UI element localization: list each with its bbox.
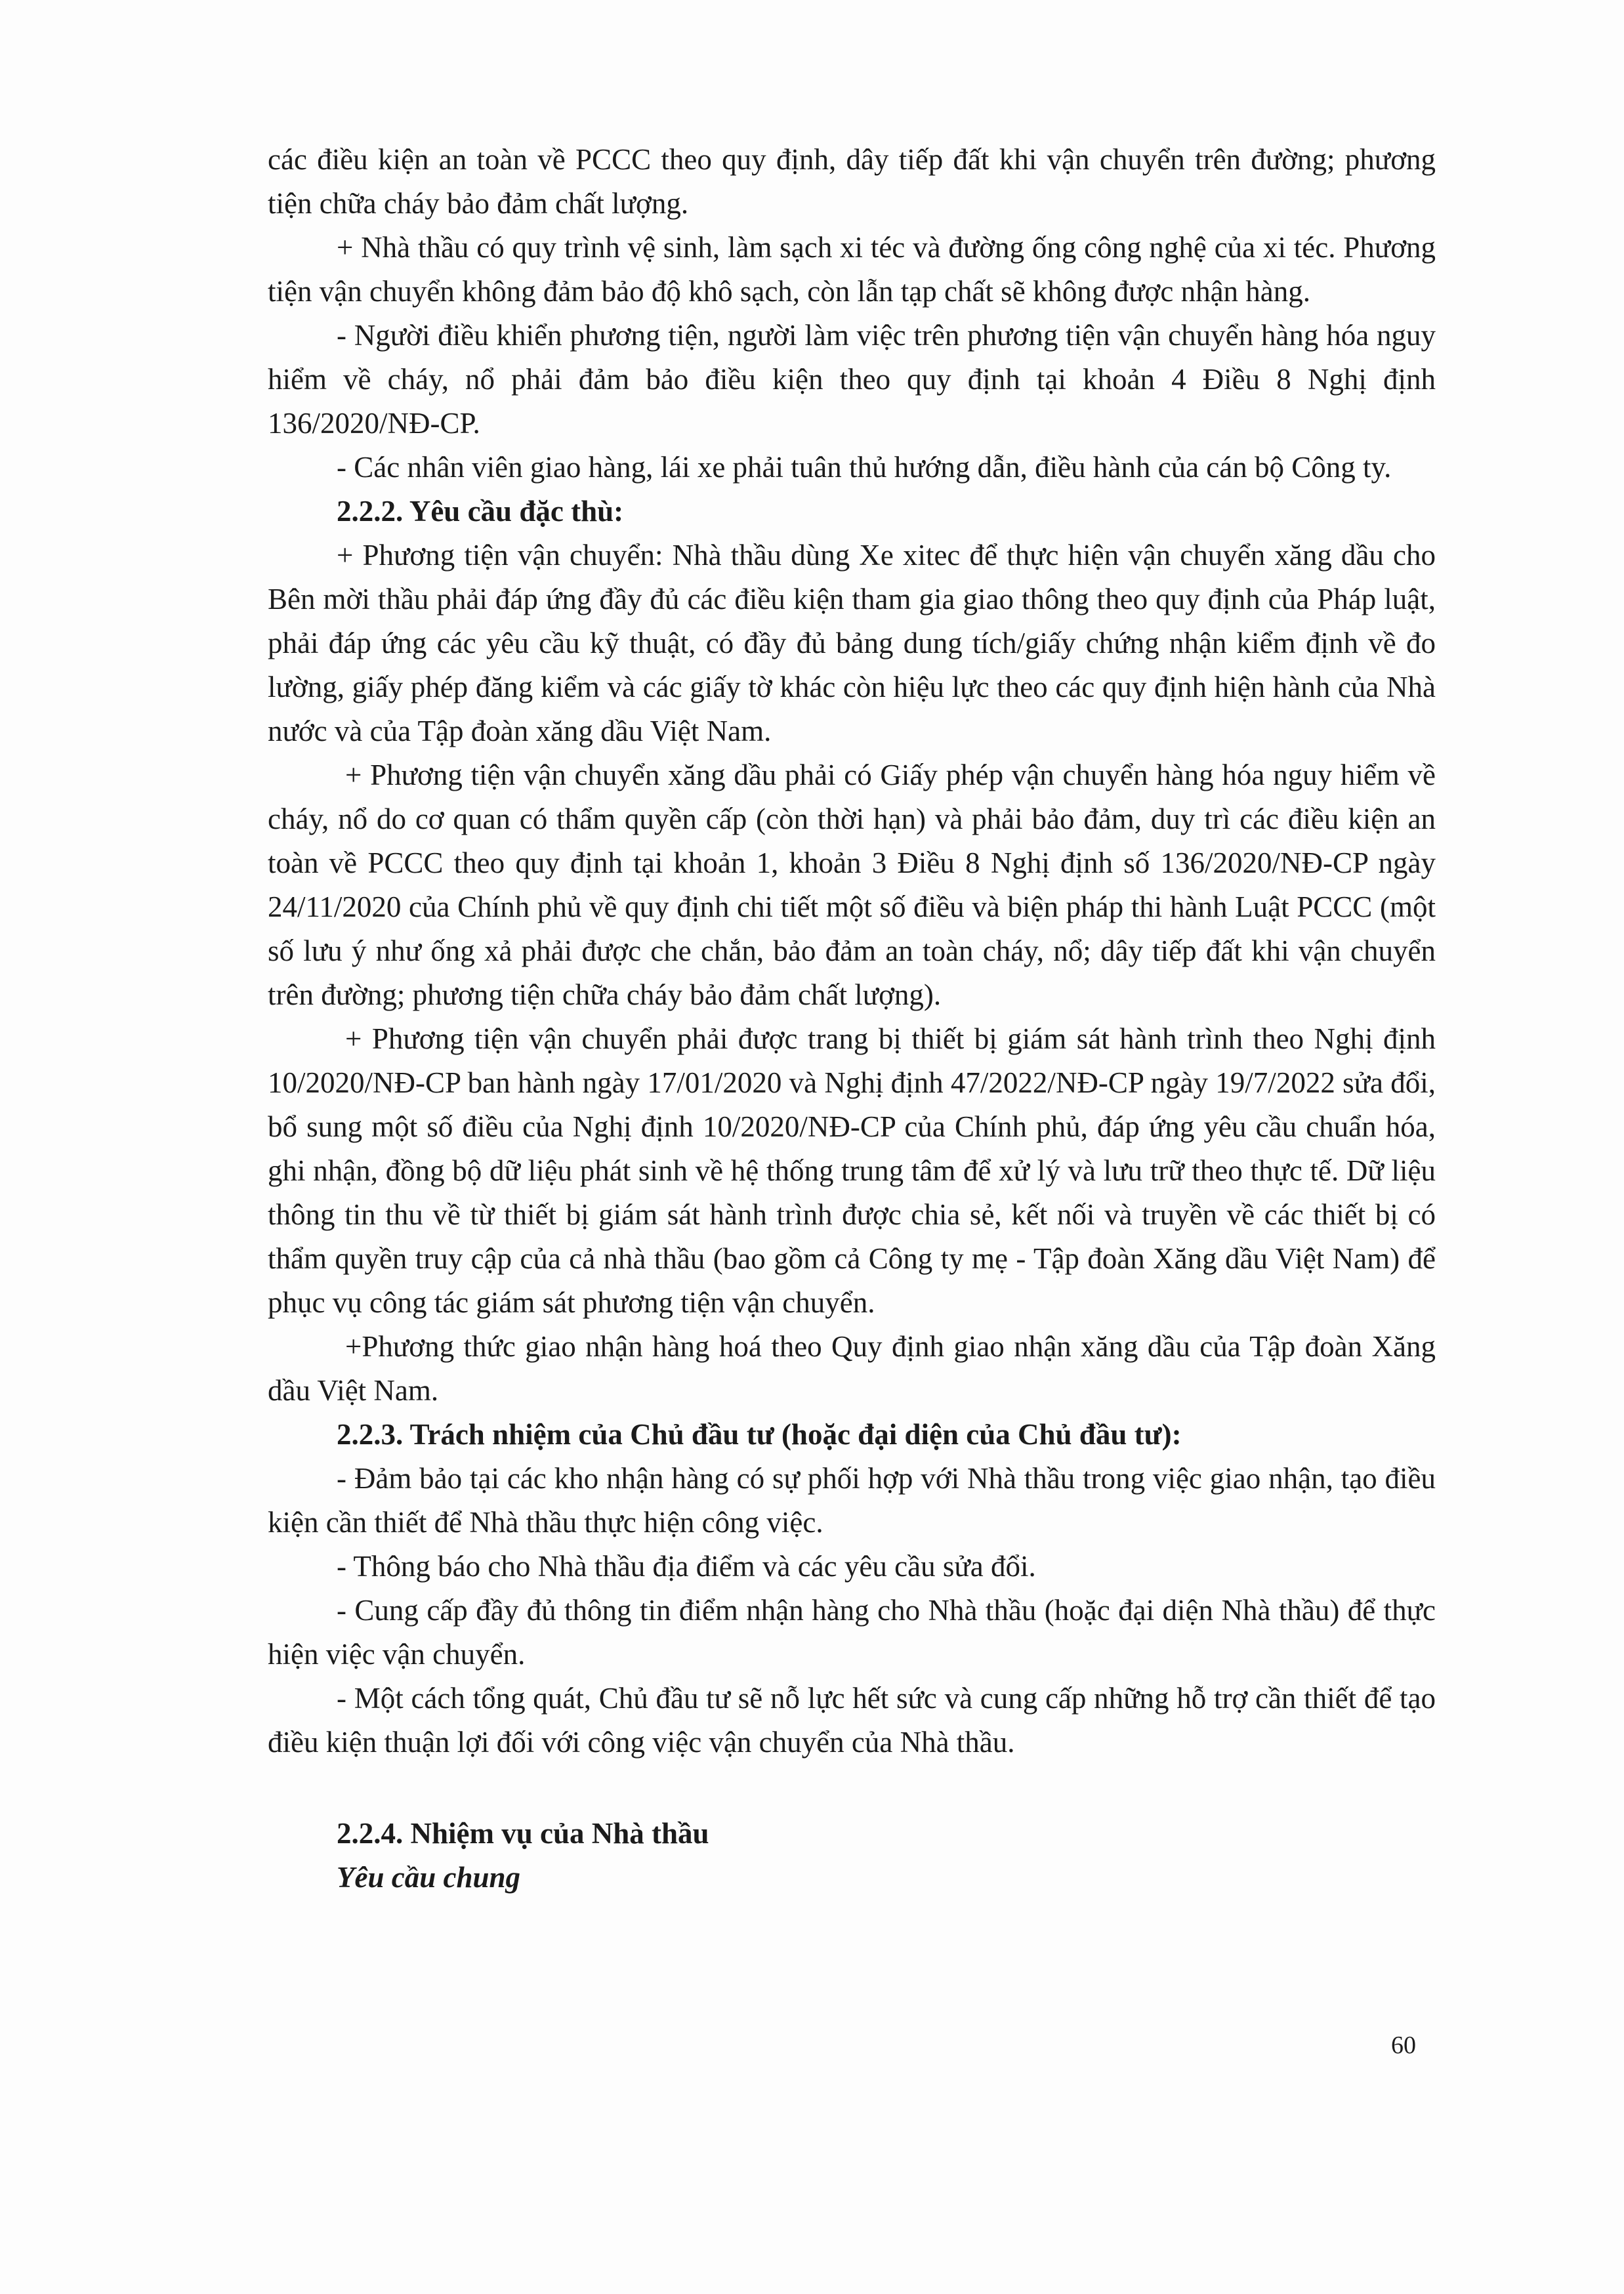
- subheading-general-requirements: Yêu cầu chung: [337, 1861, 521, 1894]
- document-body: [268, 138, 1436, 1900]
- paragraph: - Các nhân viên giao hàng, lái xe phải tuân thủ hướng dẫn, điều hành của cán bộ Công ty.: [337, 451, 1392, 484]
- paragraph: - Một cách tổng quát, Chủ đầu tư sẽ nỗ lực hết sức và cung cấp những hỗ trợ cần thiết để tạo điều kiện thuận lợi đối với công việc vận chuyển của Nhà thầu.: [268, 1682, 1436, 1759]
- paragraph: - Cung cấp đầy đủ thông tin điểm nhận hàng cho Nhà thầu (hoặc đại diện Nhà thầu) để thực hiện việc vận chuyển.: [268, 1594, 1436, 1671]
- paragraph: các điều kiện an toàn về PCCC theo quy định, dây tiếp đất khi vận chuyển trên đường; phương tiện chữa cháy bảo đảm chất lượng.: [268, 143, 1436, 220]
- section-heading-2-2-2: 2.2.2. Yêu cầu đặc thù:: [337, 495, 624, 528]
- paragraph: + Nhà thầu có quy trình vệ sinh, làm sạch xi téc và đường ống công nghệ của xi téc. Phương tiện vận chuyển không đảm bảo độ khô sạch, còn lẫn tạp chất sẽ không được nhận hàng.: [268, 231, 1436, 308]
- page-number: 60: [1391, 2032, 1416, 2059]
- paragraph: - Người điều khiển phương tiện, người làm việc trên phương tiện vận chuyển hàng hóa nguy hiểm về cháy, nổ phải đảm bảo điều kiện theo quy định tại khoản 4 Điều 8 Nghị định 136/2020/NĐ-CP.: [268, 319, 1436, 440]
- spacer: [268, 1764, 1436, 1812]
- section-heading-2-2-3: 2.2.3. Trách nhiệm của Chủ đầu tư (hoặc đại diện của Chủ đầu tư):: [337, 1418, 1182, 1451]
- paragraph: + Phương tiện vận chuyển: Nhà thầu dùng Xe xitec để thực hiện vận chuyển xăng dầu cho Bên mời thầu phải đáp ứng đầy đủ các điều kiện tham gia giao thông theo quy định của Pháp luật, phải đáp ứng các yêu cầu kỹ thuật, có đầy đủ bảng dung tích/giấy chứng nhận kiểm định về đo lường, giấy phép đăng kiểm và các giấy tờ khác còn hiệu lực theo các quy định hiện hành của Nhà nước và của Tập đoàn xăng dầu Việt Nam.: [268, 539, 1436, 747]
- paragraph: - Thông báo cho Nhà thầu địa điểm và các yêu cầu sửa đổi.: [337, 1550, 1036, 1583]
- paragraph: + Phương tiện vận chuyển xăng dầu phải có Giấy phép vận chuyển hàng hóa nguy hiểm về cháy, nổ do cơ quan có thẩm quyền cấp (còn thời hạn) và phải bảo đảm, duy trì các điều kiện an toàn về PCCC theo quy định tại khoản 1, khoản 3 Điều 8 Nghị định số 136/2020/NĐ-CP ngày 24/11/2020 của Chính phủ về quy định chi tiết một số điều và biện pháp thi hành Luật PCCC (một số lưu ý như ống xả phải được che chắn, bảo đảm an toàn cháy, nổ; dây tiếp đất khi vận chuyển trên đường; phương tiện chữa cháy bảo đảm chất lượng).: [268, 759, 1436, 1011]
- paragraph: +Phương thức giao nhận hàng hoá theo Quy định giao nhận xăng dầu của Tập đoàn Xăng dầu Việt Nam.: [268, 1330, 1436, 1407]
- section-heading-2-2-4: 2.2.4. Nhiệm vụ của Nhà thầu: [337, 1817, 709, 1850]
- paragraph: - Đảm bảo tại các kho nhận hàng có sự phối hợp với Nhà thầu trong việc giao nhận, tạo điều kiện cần thiết để Nhà thầu thực hiện công việc.: [268, 1462, 1436, 1539]
- paragraph: + Phương tiện vận chuyển phải được trang bị thiết bị giám sát hành trình theo Nghị định 10/2020/NĐ-CP ban hành ngày 17/01/2020 và Nghị định 47/2022/NĐ-CP ngày 19/7/2022 sửa đổi, bổ sung một số điều của Nghị định 10/2020/NĐ-CP của Chính phủ, đáp ứng yêu cầu chuẩn hóa, ghi nhận, đồng bộ dữ liệu phát sinh về hệ thống trung tâm để xử lý và lưu trữ theo thực tế. Dữ liệu thông tin thu về từ thiết bị giám sát hành trình được chia sẻ, kết nối và truyền về các thiết bị có thẩm quyền truy cập của cả nhà thầu (bao gồm cả Công ty mẹ - Tập đoàn Xăng dầu Việt Nam) để phục vụ công tác giám sát phương tiện vận chuyển.: [268, 1022, 1436, 1319]
